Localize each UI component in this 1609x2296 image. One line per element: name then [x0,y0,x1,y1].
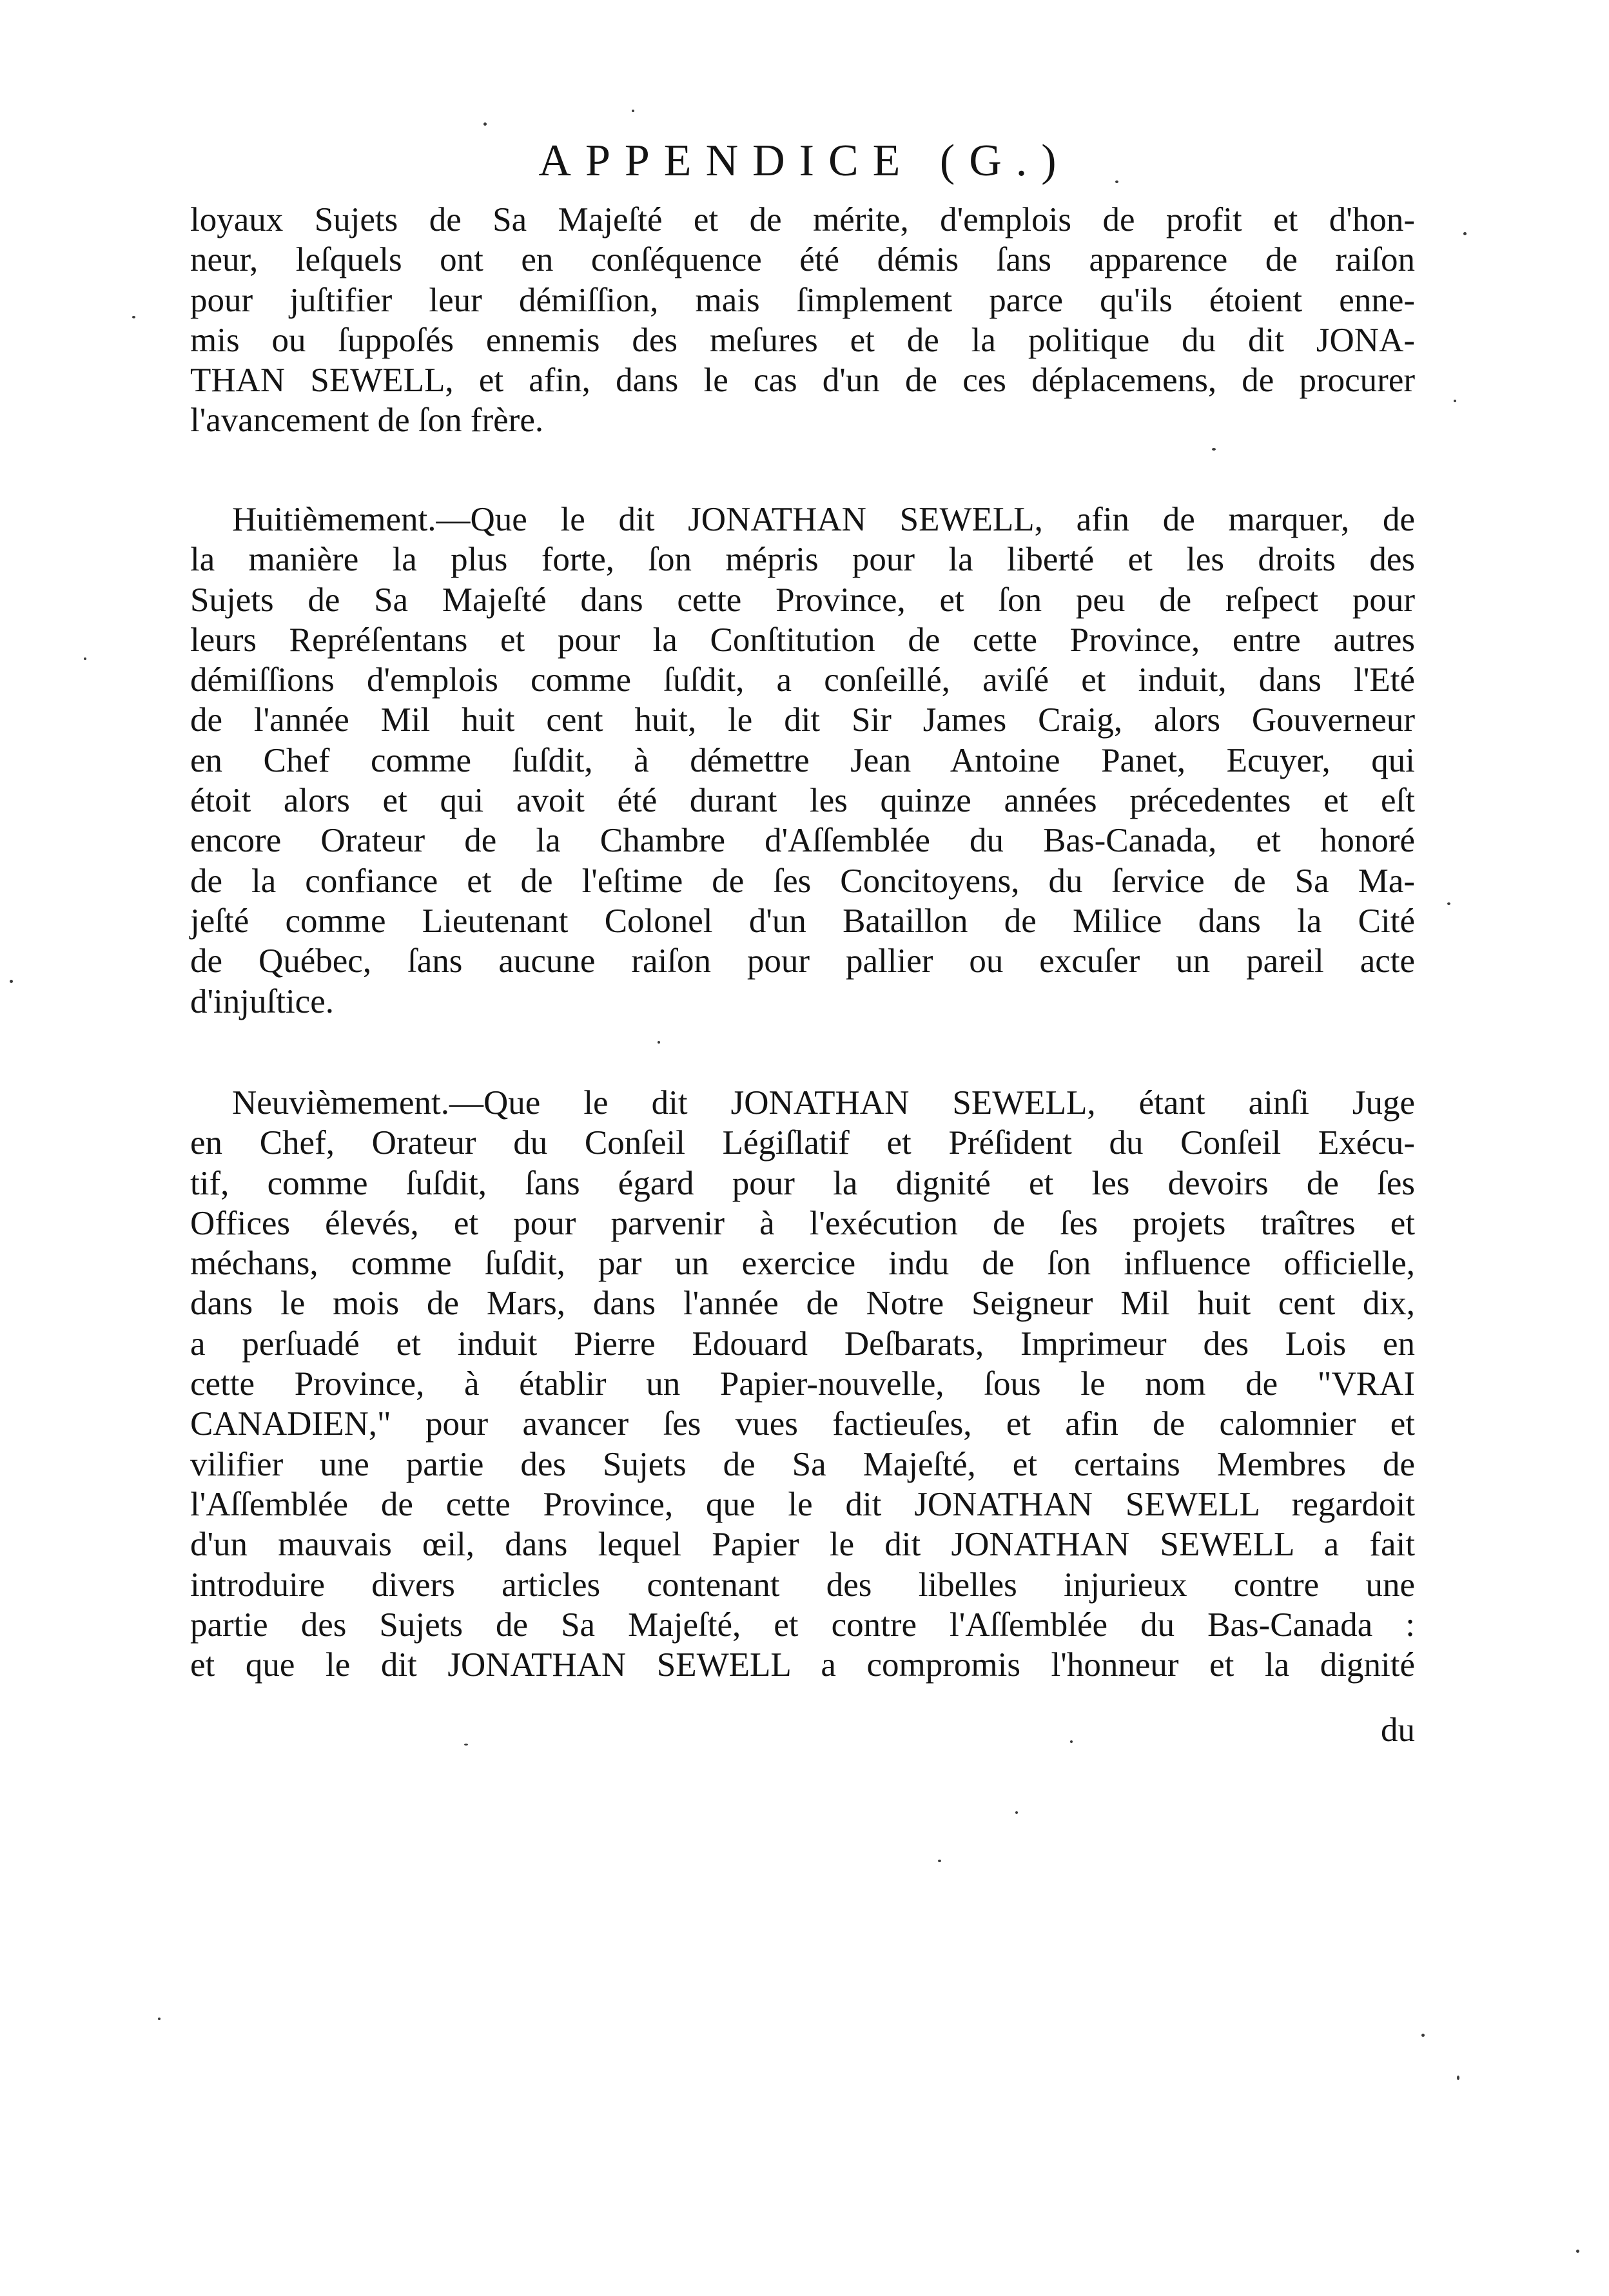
paragraph-1 [190,200,1415,441]
scan-speck [1070,1740,1073,1743]
text-line: dans le mois de Mars, dans l'année de Notre Seigneur Mil huit cent dix, [190,1285,1415,1323]
text-line: vilifier une partie des Sujets de Sa Majeſté, et certains Membres de [190,1445,1415,1483]
scan-speck [632,110,634,112]
page-title: APPENDICE (G.) [538,136,1071,186]
text-line: d'un mauvais œil, dans lequel Papier le dit JONATHAN SEWELL a fait [190,1526,1415,1564]
text-line: a perſuadé et induit Pierre Edouard Deſbarats, Imprimeur des Lois en [190,1325,1415,1363]
text-line: introduire divers articles contenant des libelles injurieux contre une [190,1566,1415,1604]
scan-speck [1015,1811,1018,1814]
text-line: CANADIEN," pour avancer ſes vues factieuſes, et afin de calomnier et [190,1405,1415,1443]
scan-speck [1447,902,1450,905]
text-line: et que le dit JONATHAN SEWELL a compromis l'honneur et la dignité [190,1646,1415,1684]
text-line: jeſté comme Lieutenant Colonel d'un Bataillon de Milice dans la Cité [190,902,1415,940]
text-line: Offices élevés, et pour parvenir à l'exécution de ſes projets traîtres et [190,1204,1415,1242]
text-line: de la confiance et de l'eſtime de ſes Concitoyens, du ſervice de Sa Ma- [190,862,1415,900]
scan-speck [483,122,487,126]
text-line: de l'année Mil huit cent huit, le dit Sir James Craig, alors Gouverneur [190,701,1415,739]
text-line: méchans, comme ſuſdit, par un exercice indu de ſon influence officielle, [190,1245,1415,1283]
text-line: Huitièmement.—Que le dit JONATHAN SEWELL, afin de marquer, de [232,501,1415,538]
scan-speck [158,2018,161,2020]
text-line: démiſſions d'emplois comme ſuſdit, a conſeillé, aviſé et induit, dans l'Eté [190,661,1415,699]
text-line: encore Orateur de la Chambre d'Aſſemblée du Bas-Canada, et honoré [190,822,1415,860]
scan-speck [1115,180,1118,183]
text-line: étoit alors et qui avoit été durant les quinze années précedentes et eſt [190,782,1415,820]
scan-speck [1463,232,1467,235]
scan-speck [658,1041,660,1044]
scan-speck [10,980,13,983]
text-line: Sujets de Sa Majeſté dans cette Province, et ſon peu de reſpect pour [190,581,1415,619]
scan-speck [464,1744,468,1746]
text-line: pour juſtifier leur démiſſion, mais ſimplement parce qu'ils étoient enne- [190,281,1415,319]
scan-speck [1457,2076,1459,2080]
text-line: de Québec, ſans aucune raiſon pour pallier ou excuſer un pareil acte [190,942,1415,980]
text-line: neur, leſquels ont en conſéquence été démis ſans apparence de raiſon [190,241,1415,279]
scan-speck [132,316,135,318]
text-line: l'Aſſemblée de cette Province, que le dit JONATHAN SEWELL regardoit [190,1485,1415,1523]
scan-speck [1576,2250,1579,2253]
scan-speck [1454,400,1456,402]
paragraph-2 [190,500,1415,1022]
scan-speck [84,657,86,660]
text-line: loyaux Sujets de Sa Majeſté et de mérite, d'emplois de profit et d'hon- [190,201,1415,238]
text-line: l'avancement de ſon frère. [190,402,544,440]
text-line: leurs Repréſentans et pour la Conſtitution de cette Province, entre autres [190,621,1415,659]
scan-speck [938,1860,941,1862]
text-line: Neuvièmement.—Que le dit JONATHAN SEWELL, étant ainſi Juge [232,1084,1415,1122]
text-line: partie des Sujets de Sa Majeſté, et contre l'Aſſemblée du Bas-Canada : [190,1606,1415,1644]
text-line: cette Province, à établir un Papier-nouvelle, ſous le nom de "VRAI [190,1365,1415,1403]
text-line: en Chef comme ſuſdit, à démettre Jean Antoine Panet, Ecuyer, qui [190,741,1415,779]
text-line: tif, comme ſuſdit, ſans égard pour la dignité et les devoirs de ſes [190,1164,1415,1202]
scan-speck [1421,2034,1425,2037]
paragraph-3 [190,1083,1415,1685]
text-line: en Chef, Orateur du Conſeil Légiſlatif et Préſident du Conſeil Exécu- [190,1124,1415,1162]
text-line: mis ou ſuppoſés ennemis des meſures et de la politique du dit JONA- [190,321,1415,359]
text-line: d'injuſtice. [190,982,334,1020]
text-line: la manière la plus forte, ſon mépris pour la liberté et les droits des [190,541,1415,579]
scan-speck [1212,448,1216,451]
text-line: THAN SEWELL, et afin, dans le cas d'un de ces déplacemens, de procurer [190,362,1415,400]
catchword: du [1381,1711,1415,1749]
